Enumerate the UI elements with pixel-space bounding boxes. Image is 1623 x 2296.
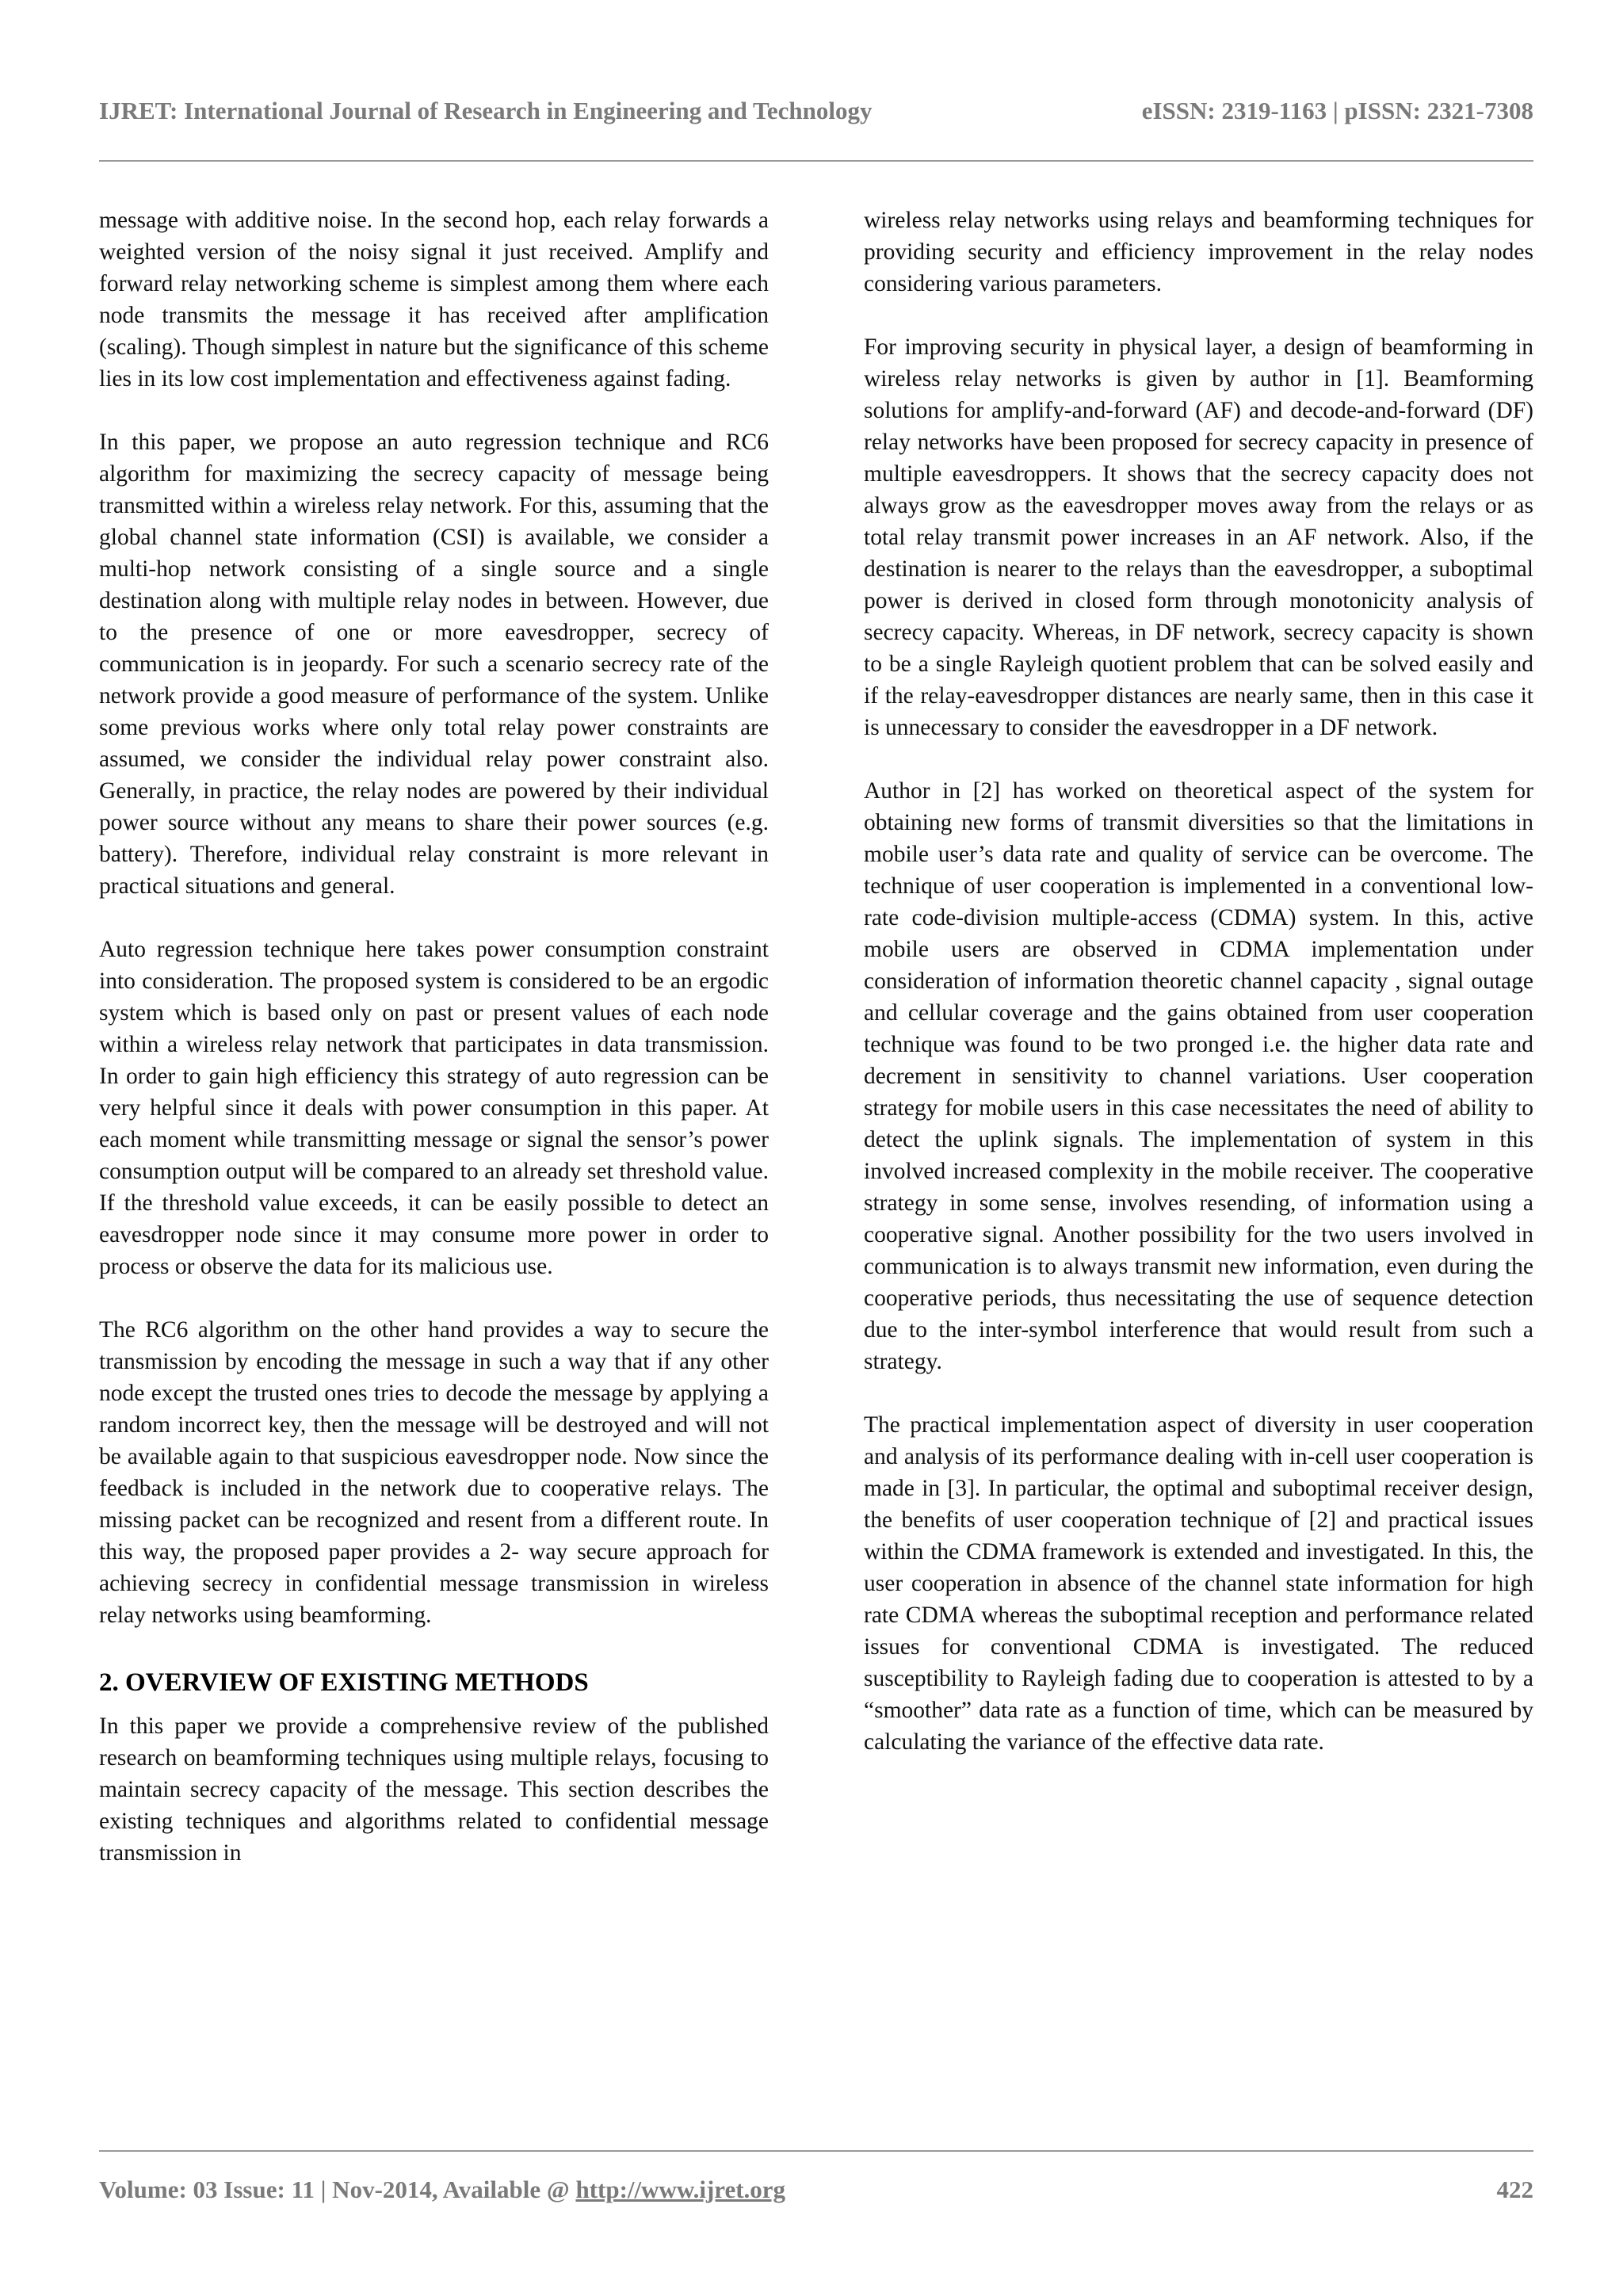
- paragraph: Auto regression technique here takes power consumption constraint into consideration. The proposed system is considered to be an ergodic system which is based only on past or present values of each node within a wireless relay network that participates in data transmission. In order to gain high efficiency this strategy of auto regression can be very helpful since it deals with power consumption in this paper. At each moment while transmitting message or signal the sensor’s power consumption output will be compared to an already set threshold value. If the threshold value exceeds, it can be easily possible to detect an eavesdropper node since it may consume more power in order to process or observe the data for its malicious use.: [99, 937, 769, 1279]
- paragraph: The practical implementation aspect of diversity in user cooperation and analysis of its performance dealing with in-cell user cooperation is made in [3]. In particular, the optimal and suboptimal receiver design, the benefits of user cooperation technique of [2] and practical issues within the CDMA framework is extended and investigated. In this, the user cooperation in absence of the channel state information for high rate CDMA whereas the suboptimal reception and performance related issues for conventional CDMA is investigated. The reduced susceptibility to Rayleigh fading due to cooperation is attested to by a “smoother” data rate as a function of time, which can be measured by calculating the variance of the effective data rate.: [864, 1412, 1533, 1755]
- paragraph: In this paper, we propose an auto regression technique and RC6 algorithm for maximizing the secrecy capacity of message being transmitted within a wireless relay network. For this, assuming that the global channel state information (CSI) is available, we consider a multi-hop network consisting of a single source and a single destination along with multiple relay nodes in between. However, due to the presence of one or more eavesdropper, secrecy of communication is in jeopardy. For such a scenario secrecy rate of the network provide a good measure of performance of the system. Unlike some previous works where only total relay power constraints are assumed, we consider the individual relay power constraint also. Generally, in practice, the relay nodes are powered by their individual power source without any means to share their power sources (e.g. battery). Therefore, individual relay constraint is more relevant in practical situations and general.: [99, 430, 769, 899]
- paragraph: In this paper we provide a comprehensive review of the published research on beamforming techniques using multiple relays, focusing to maintain secrecy capacity of the message. This section describes the existing techniques and algorithms related to confidential message transmission in: [99, 1713, 769, 1866]
- header-rule: [99, 160, 1533, 162]
- journal-title: IJRET: International Journal of Research in Engineering and Technology: [99, 97, 873, 124]
- section-heading: 2. OVERVIEW OF EXISTING METHODS: [99, 1668, 589, 1697]
- paragraph: wireless relay networks using relays and beamforming techniques for providing security and efficiency improvement in the relay nodes considering various parameters.: [864, 208, 1533, 296]
- page-footer: [99, 2176, 1533, 2215]
- footer-rule: [99, 2150, 1533, 2152]
- right-column: [864, 204, 1533, 1790]
- footer-info: [99, 2176, 785, 2204]
- paragraph: Author in [2] has worked on theoretical aspect of the system for obtaining new forms of transmit diversities so that the limitations in mobile user’s data rate and quality of service can be overcome. The technique of user cooperation is implemented in a conventional low-rate code-division multiple-access (CDMA) system. In this, active mobile users are observed in CDMA implementation under consideration of information theoretic channel capacity , signal outage and cellular coverage and the gains obtained from user cooperation technique was found to be two pronged i.e. the higher data rate and decrement in sensitivity to channel variations. User cooperation strategy for mobile users in this case necessitates the need of ability to detect the uplink signals. The implementation of system in this involved increased complexity in the mobile receiver. The cooperative strategy in some sense, involves resending, of information using a cooperative signal. Another possibility for the two users involved in communication is to always transmit new information, even during the cooperative periods, thus necessitating the use of sequence detection due to the inter-symbol interference that would result from such a strategy.: [864, 778, 1533, 1374]
- left-column: [99, 204, 769, 1901]
- page-number: 422: [1496, 2176, 1533, 2203]
- issn-info: eISSN: 2319-1163 | pISSN: 2321-7308: [1141, 97, 1533, 124]
- paragraph: message with additive noise. In the second hop, each relay forwards a weighted version of the noisy signal it just received. Amplify and forward relay networking scheme is simplest among them where each node transmits the message it has received after amplification (scaling). Though simplest in nature but the significance of this scheme lies in its low cost implementation and effectiveness against fading.: [99, 208, 769, 392]
- paragraph: The RC6 algorithm on the other hand provides a way to secure the transmission by encoding the message in such a way that if any other node except the trusted ones tries to decode the message by applying a random incorrect key, then the message will be destroyed and will not be available again to that suspicious eavesdropper node. Now since the feedback is included in the network due to cooperative relays. The missing packet can be recognized and resent from a different route. In this way, the proposed paper provides a 2- way secure approach for achieving secrecy in confidential message transmission in wireless relay networks using beamforming.: [99, 1317, 769, 1628]
- journal-link[interactable]: http://www.ijret.org: [575, 2176, 786, 2203]
- paragraph: For improving security in physical layer, a design of beamforming in wireless relay networks is given by author in [1]. Beamforming solutions for amplify-and-forward (AF) and decode-and-forward (DF) relay networks have been proposed for secrecy capacity in presence of multiple eavesdroppers. It shows that the secrecy capacity does not always grow as the eavesdropper moves away from the relays or as total relay transmit power increases in an AF network. Also, if the destination is nearer to the relays than the eavesdropper, a suboptimal power is derived in closed form through monotonicity analysis of secrecy capacity. Whereas, in DF network, secrecy capacity is shown to be a single Rayleigh quotient problem that can be solved easily and if the relay-eavesdropper distances are nearly same, then in this case it is unnecessary to consider the eavesdropper in a DF network.: [864, 334, 1533, 740]
- volume-info: Volume: 03 Issue: 11 | Nov-2014, Available @: [99, 2176, 576, 2203]
- page-header: [99, 97, 1533, 136]
